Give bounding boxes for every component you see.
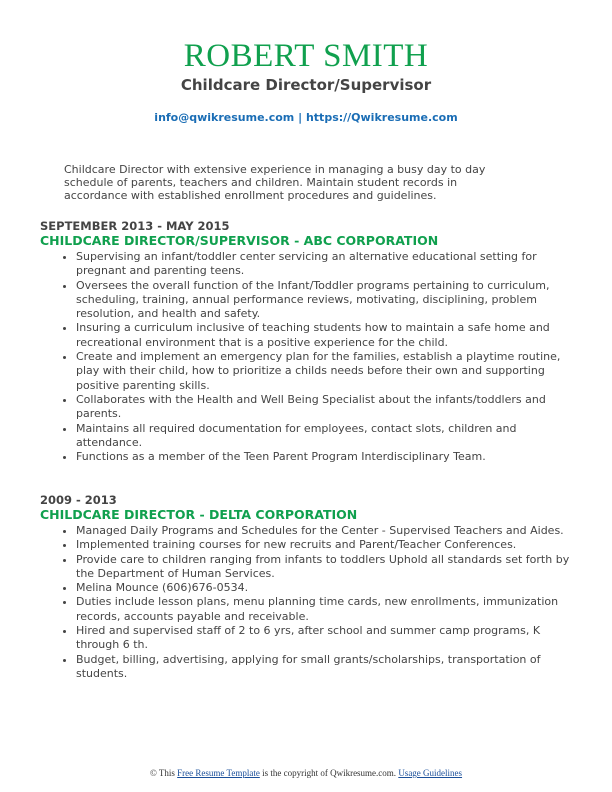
list-item: • Functions as a member of the Teen Parent Program Interdisciplinary Team. [76, 450, 580, 464]
job-role: CHILDCARE DIRECTOR/SUPERVISOR - ABC CORPORATION [40, 233, 439, 248]
contact-line [0, 111, 612, 124]
list-item: • Budget, billing, advertising, applying for small grants/scholarships, transportation of students. [76, 653, 580, 682]
footer-middle: is the copyright of Qwikresume.com. [259, 768, 399, 778]
footer-prefix: © This [149, 768, 178, 778]
list-item: • Collaborates with the Health and Well Being Specialist about the infants/toddlers and parents. [76, 393, 580, 422]
job-bullets [40, 250, 580, 464]
summary: Childcare Director with extensive experience in managing a busy day to day schedule of parents, teachers and children. Maintain student records in accordance with established enrollment procedures and guidelines. [64, 163, 486, 202]
list-item: • Provide care to children ranging from infants to toddlers Uphold all standards set forth by the Department of Human Services. [76, 553, 580, 582]
website-link[interactable]: https://Qwikresume.com [305, 111, 458, 124]
list-item: • Melina Mounce (606)676-0534. [76, 581, 580, 595]
list-item: • Managed Daily Programs and Schedules for the Center - Supervised Teachers and Aides. [76, 524, 580, 538]
list-item: • Duties include lesson plans, menu planning time cards, new enrollments, immunization records, accounts payable and receivable. [76, 595, 580, 624]
job-entry [40, 220, 580, 464]
job-date: 2009 - 2013 [40, 493, 117, 507]
job-date: SEPTEMBER 2013 - MAY 2015 [40, 219, 230, 233]
list-item: • Hired and supervised staff of 2 to 6 yrs, after school and summer camp programs, K through 6 th. [76, 624, 580, 653]
list-item: • Maintains all required documentation for employees, contact slots, children and attendance. [76, 422, 580, 451]
list-item: • Insuring a curriculum inclusive of teaching students how to maintain a safe home and recreational environment that is a positive experience for the child. [76, 321, 580, 350]
usage-guidelines-link[interactable]: Usage Guidelines [398, 768, 463, 778]
list-item: • Oversees the overall function of the Infant/Toddler programs pertaining to curriculum, scheduling, training, annual performance reviews, motivating, disciplining, problem resolution, and health and safety. [76, 279, 580, 322]
job-entry [40, 494, 580, 681]
contact-separator: | [294, 111, 306, 124]
job-bullets [40, 524, 580, 681]
candidate-title: Childcare Director/Supervisor [180, 76, 432, 94]
list-item: • Implemented training courses for new recruits and Parent/Teacher Conferences. [76, 538, 580, 552]
free-template-link[interactable]: Free Resume Template [177, 768, 260, 778]
job-role: CHILDCARE DIRECTOR - DELTA CORPORATION [40, 507, 358, 522]
list-item: • Supervising an infant/toddler center servicing an alternative educational setting for pregnant and parenting teens. [76, 250, 580, 279]
email-link[interactable]: info@qwikresume.com [154, 111, 295, 124]
candidate-name: ROBERT SMITH [183, 38, 429, 74]
list-item: • Create and implement an emergency plan for the families, establish a playtime routine, play with their child, how to prioritize a childs needs before their own and supporting positive parenting skills. [76, 350, 580, 393]
footer [0, 768, 612, 778]
